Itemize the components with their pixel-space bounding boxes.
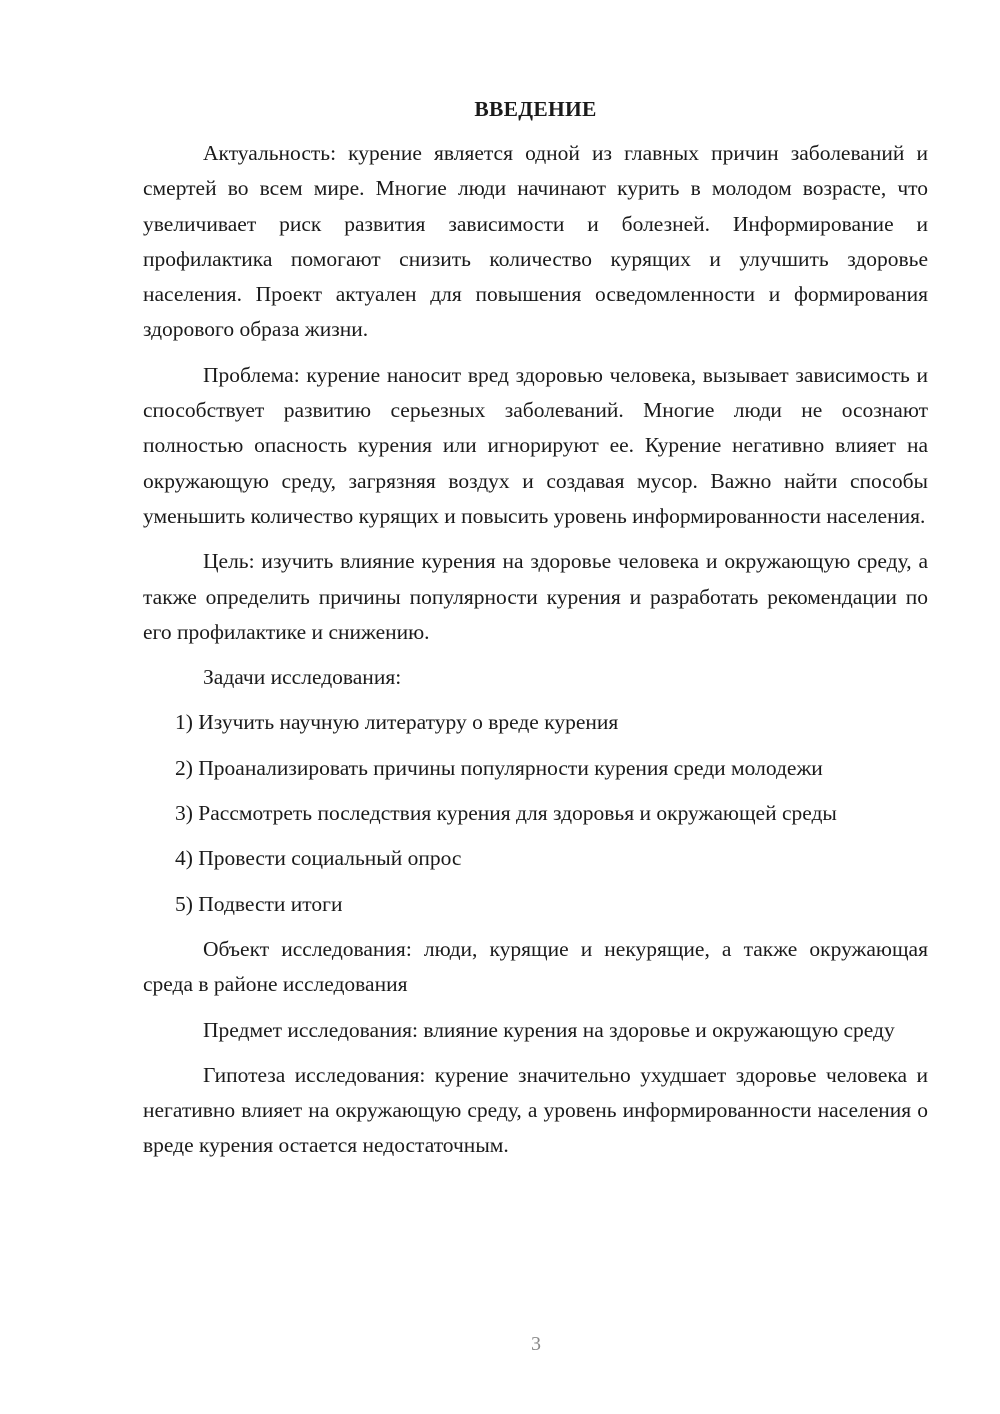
paragraph-hypothesis: Гипотеза исследования: курение значительно ухудшает здоровье человека и негативно влияет на окружающую среду, а уровень информированности населения о вреде курения остается недостаточным. <box>143 1062 928 1158</box>
task-item: 1) Изучить научную литературу о вреде курения <box>175 710 619 735</box>
paragraph-subject: Предмет исследования: влияние курения на здоровье и окружающую среду <box>203 1017 895 1042</box>
page-number: 3 <box>531 1333 541 1355</box>
task-item: 5) Подвести итоги <box>175 891 343 916</box>
page-title: ВВЕДЕНИЕ <box>474 97 597 121</box>
paragraph-actuality: Актуальность: курение является одной из главных причин заболеваний и смертей во всем мире. Многие люди начинают курить в молодом возрасте, что увеличивает риск развития зависимости и болезней. Информирование и профилактика помогают снизить количество курящих и улучшить здоровье населения. Проект актуален для повышения осведомленности и формирования здорового образа жизни. <box>143 141 928 342</box>
task-item: 4) Провести социальный опрос <box>175 846 462 871</box>
tasks-heading: Задачи исследования: <box>203 665 402 690</box>
paragraph-object: Объект исследования: люди, курящие и некурящие, а также окружающая среда в районе исследования <box>143 936 928 997</box>
paragraph-problem: Проблема: курение наносит вред здоровью человека, вызывает зависимость и способствует развитию серьезных заболеваний. Многие люди не осознают полностью опасность курения или игнорируют ее. Курение негативно влияет на окружающую среду, загрязняя воздух и создавая мусор. Важно найти способы уменьшить количество курящих и повысить уровень информированности населения. <box>143 362 928 528</box>
page-content <box>143 92 928 1164</box>
task-item: 3) Рассмотреть последствия курения для здоровья и окружающей среды <box>175 801 837 826</box>
tasks-list <box>143 705 928 921</box>
paragraph-goal: Цель: изучить влияние курения на здоровье человека и окружающую среду, а также определить причины популярности курения и разработать рекомендации по его профилактике и снижению. <box>143 549 928 644</box>
task-item: 2) Проанализировать причины популярности курения среди молодежи <box>175 755 823 780</box>
